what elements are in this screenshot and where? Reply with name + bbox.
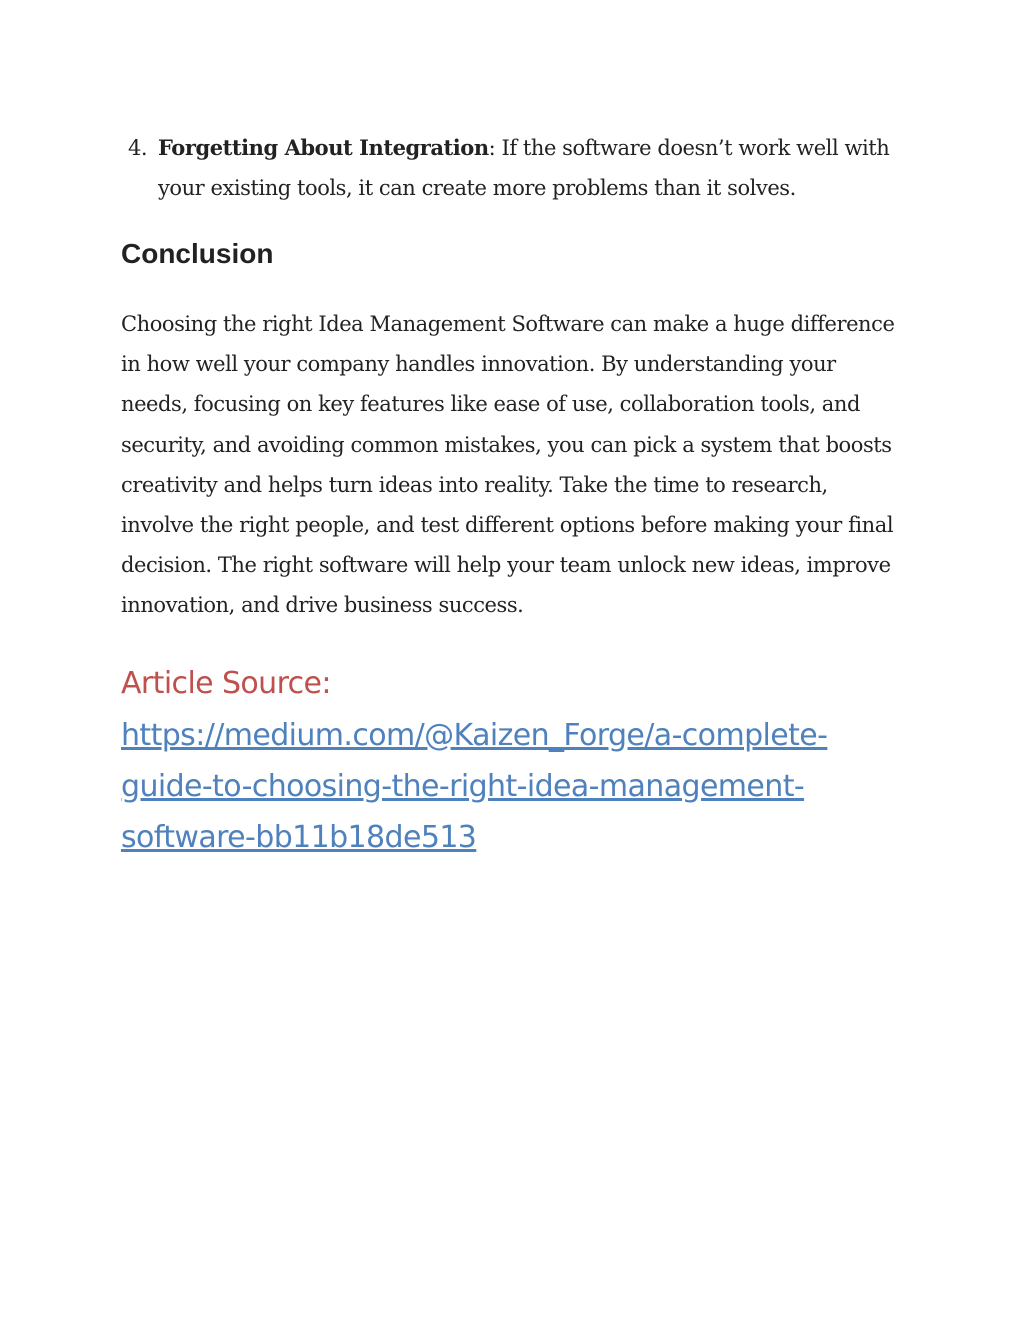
article-source-label: Article Source: bbox=[121, 665, 331, 701]
article-source-url-line-2: guide-to-choosing-the-right-idea-management- bbox=[121, 768, 805, 804]
article-source-url-line-3: software-bb11b18de513 bbox=[121, 819, 477, 855]
article-source-link[interactable] bbox=[121, 710, 901, 863]
list-item-title: Forgetting About Integration bbox=[158, 135, 489, 160]
list-item-text: : If the software doesn’t work well with your existing tools, it can create more problems than it solves. bbox=[158, 136, 890, 200]
list-number: 4. bbox=[128, 136, 148, 160]
list-item-integration bbox=[121, 128, 911, 208]
conclusion-paragraph: Choosing the right Idea Management Software can make a huge difference in how well your company handles innovation. By understanding your needs, focusing on key features like ease of use, collaboration tools, and security, and avoiding common mistakes, you can pick a system that boosts creativity and helps turn ideas into reality. Take the time to research, involve the right people, and test different options before making your final decision. The right software will help your team unlock new ideas, improve innovation, and drive business success. bbox=[121, 312, 895, 618]
document-page bbox=[121, 128, 911, 863]
conclusion-heading: Conclusion bbox=[121, 238, 274, 269]
article-source-url-line-1: https://medium.com/@Kaizen_Forge/a-complete- bbox=[121, 717, 828, 753]
